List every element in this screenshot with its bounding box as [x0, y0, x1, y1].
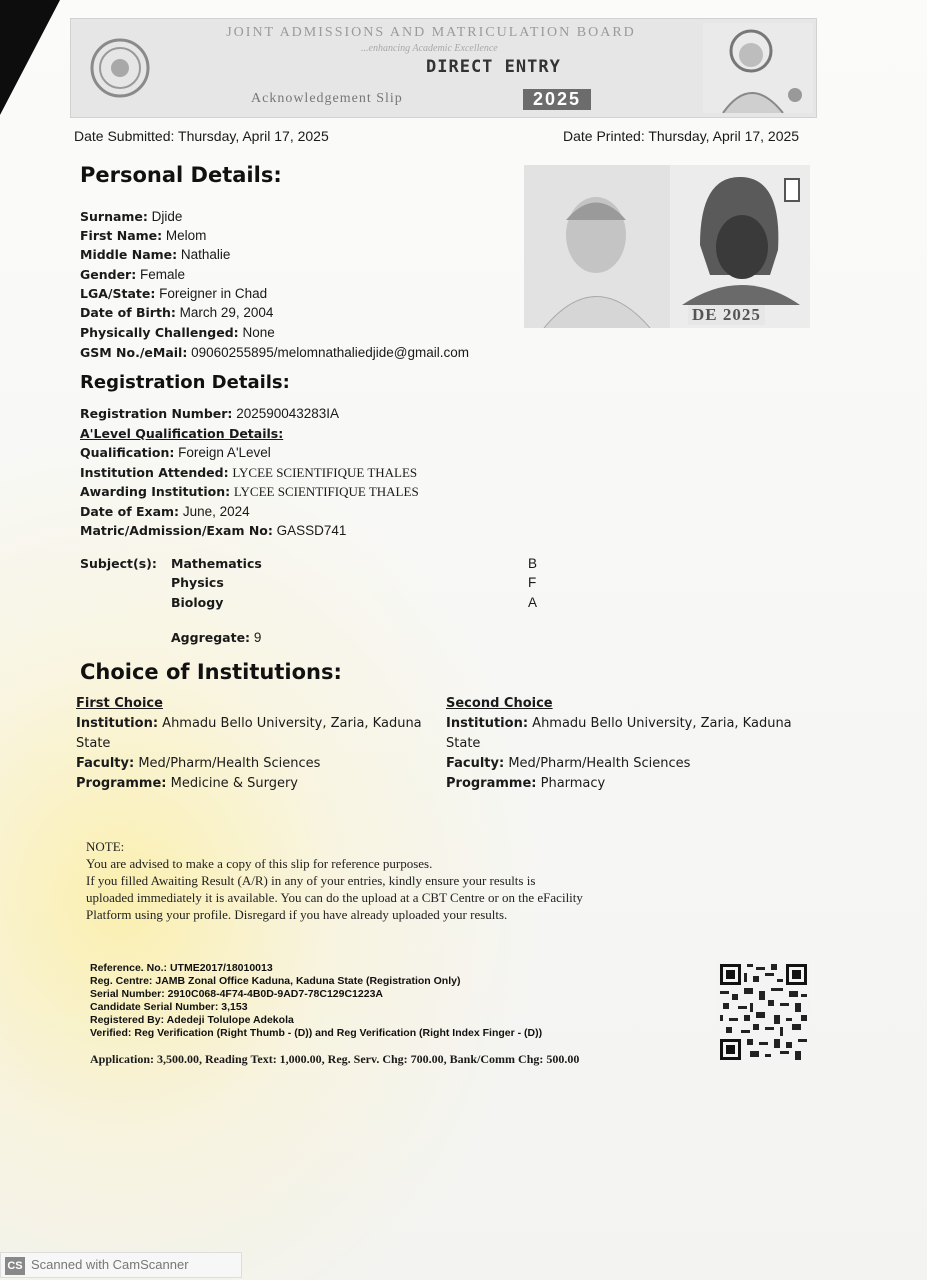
second-choice-heading: Second Choice	[446, 696, 553, 711]
aggregate-label: Aggregate:	[171, 630, 251, 645]
field-value: Foreign A'Level	[178, 445, 271, 460]
field-label: First Name:	[80, 228, 163, 243]
personal-details-heading: Personal Details:	[80, 163, 282, 187]
subject-name: Physics	[171, 575, 224, 590]
faculty-value: Med/Pharm/Health Sciences	[508, 756, 691, 771]
ref-label: Verified:	[90, 1027, 132, 1039]
field-value: June, 2024	[182, 504, 250, 519]
date-submitted: Date Submitted: Thursday, April 17, 2025	[74, 128, 329, 144]
field-registration-number	[80, 404, 339, 424]
camscanner-text: Scanned with CamScanner	[31, 1257, 189, 1272]
field-label: Physically Challenged:	[80, 325, 239, 340]
institution-value: Ahmadu Bello University, Zaria, Kaduna	[532, 716, 792, 731]
field-value: LYCEE SCIENTIFIQUE THALES	[232, 465, 418, 480]
registered-by	[90, 1014, 542, 1027]
subject-name: Biology	[171, 595, 224, 610]
field-label: Date of Birth:	[80, 305, 176, 320]
header-banner	[70, 18, 817, 118]
institution-label: Institution:	[446, 716, 529, 731]
field-label: Institution Attended:	[80, 465, 229, 480]
field-label: Surname:	[80, 209, 148, 224]
subject-grade: F	[528, 575, 537, 590]
subjects-label	[80, 554, 157, 574]
faculty-label: Faculty:	[446, 756, 505, 771]
institution-label: Institution:	[76, 716, 159, 731]
field-value: 202590043283IA	[236, 406, 340, 421]
note-line: If you filled Awaiting Result (A/R) in any of your entries, kindly ensure your results is	[86, 873, 536, 888]
slip-subtitle: Acknowledgement Slip	[251, 91, 403, 106]
ref-value: JAMB Zonal Office Kaduna, Kaduna State (Registration Only)	[155, 975, 461, 987]
aggregate-value: 9	[253, 630, 262, 645]
second-choice-faculty	[446, 754, 816, 774]
slip-year: 2025	[523, 89, 591, 110]
jamb-seal-icon	[89, 37, 151, 99]
candidate-passport-photo	[670, 165, 810, 328]
qr-code-icon	[717, 961, 810, 1063]
board-tagline: ...enhancing Academic Excellence	[361, 43, 498, 54]
field-label: Matric/Admission/Exam No:	[80, 523, 273, 538]
note-line: You are advised to make a copy of this slip for reference purposes.	[86, 856, 433, 871]
subject-grade: B	[528, 556, 538, 571]
camscanner-footer	[0, 1252, 242, 1278]
candidate-capture-photo	[524, 165, 670, 328]
subjects-label-text: Subject(s):	[80, 556, 157, 571]
registration-details-heading: Registration Details:	[80, 372, 290, 393]
ref-label: Candidate Serial Number:	[90, 1001, 219, 1013]
field-value: March 29, 2004	[179, 305, 274, 320]
ref-label: Registered By:	[90, 1014, 165, 1026]
field-label: Awarding Institution:	[80, 484, 231, 499]
field-value: LYCEE SCIENTIFIQUE THALES	[233, 484, 419, 499]
ref-label: Reg. Centre:	[90, 975, 153, 987]
subject-grade: A	[528, 595, 538, 610]
note-heading: NOTE:	[86, 839, 125, 854]
field-exam-number	[80, 521, 346, 541]
institution-value: Ahmadu Bello University, Zaria, Kaduna	[162, 716, 422, 731]
photo-stamp: DE 2025	[688, 305, 765, 325]
first-choice-faculty	[76, 754, 436, 774]
faculty-value: Med/Pharm/Health Sciences	[138, 756, 321, 771]
serial-number	[90, 988, 542, 1001]
programme-label: Programme:	[76, 776, 167, 791]
choice-of-institutions-heading: Choice of Institutions:	[80, 660, 342, 684]
reference-number	[90, 962, 542, 975]
programme-label: Programme:	[446, 776, 537, 791]
field-label: GSM No./eMail:	[80, 345, 188, 360]
field-value: GASSD741	[276, 523, 347, 538]
field-middle-name	[80, 245, 230, 265]
mascot-illustration-icon	[703, 23, 813, 113]
field-first-name	[80, 226, 206, 246]
subject-row	[171, 554, 262, 574]
ref-value: Reg Verification (Right Thumb - (D)) and Reg Verification (Right Index Finger - (D))	[134, 1027, 543, 1039]
field-value: None	[242, 325, 275, 340]
field-awarding-institution	[80, 482, 419, 502]
field-gender	[80, 265, 185, 285]
faculty-label: Faculty:	[76, 756, 135, 771]
field-value: Djide	[151, 209, 183, 224]
first-choice-programme	[76, 774, 436, 794]
institution-value-cont: State	[446, 736, 481, 751]
subject-row	[171, 593, 223, 613]
field-institution-attended	[80, 463, 417, 483]
second-choice-block	[446, 694, 816, 794]
field-label: Gender:	[80, 267, 137, 282]
board-name: JOINT ADMISSIONS AND MATRICULATION BOARD	[226, 25, 636, 40]
candidate-serial-number	[90, 1001, 542, 1014]
first-choice-institution	[76, 714, 436, 734]
ref-value: 3,153	[221, 1001, 248, 1013]
field-value: Female	[140, 267, 186, 282]
second-choice-institution	[446, 714, 816, 734]
field-value: 09060255895/melomnathaliedjide@gmail.com	[191, 345, 469, 360]
field-surname	[80, 207, 182, 227]
note-block	[86, 838, 726, 923]
verified	[90, 1027, 542, 1040]
scan-corner-shadow	[0, 0, 60, 115]
aggregate-row	[171, 628, 261, 648]
field-date-of-exam	[80, 502, 250, 522]
reference-block	[90, 962, 542, 1040]
field-value: Foreigner in Chad	[159, 286, 268, 301]
ref-label: Reference. No.:	[90, 962, 168, 974]
alevel-heading-text: A'Level Qualification Details:	[80, 426, 284, 441]
ref-value: Adedeji Tolulope Adekola	[166, 1014, 294, 1026]
camscanner-logo-icon: CS	[5, 1257, 25, 1275]
slip-title: DIRECT ENTRY	[426, 57, 561, 77]
note-line: uploaded immediately it is available. You can do the upload at a CBT Centre or on the eFacility	[86, 890, 583, 905]
programme-value: Pharmacy	[540, 776, 606, 791]
ref-label: Serial Number:	[90, 988, 165, 1000]
field-label: Middle Name:	[80, 247, 178, 262]
note-line: Platform using your profile. Disregard if you have already uploaded your results.	[86, 907, 508, 922]
field-label: LGA/State:	[80, 286, 156, 301]
first-choice-block	[76, 694, 436, 794]
date-printed: Date Printed: Thursday, April 17, 2025	[563, 128, 800, 144]
first-choice-heading: First Choice	[76, 696, 163, 711]
reg-centre	[90, 975, 542, 988]
alevel-heading	[80, 424, 283, 444]
field-physically-challenged	[80, 323, 275, 343]
field-label: Registration Number:	[80, 406, 233, 421]
field-value: Melom	[165, 228, 207, 243]
field-lga-state	[80, 284, 267, 304]
fees-line: Application: 3,500.00, Reading Text: 1,000.00, Reg. Serv. Chg: 700.00, Bank/Comm Chg: 500.00	[90, 1052, 580, 1066]
field-qualification	[80, 443, 271, 463]
subject-row	[171, 573, 224, 593]
ref-value: 2910C068-4F74-4B0D-9AD7-78C129C1223A	[167, 988, 383, 1000]
field-label: Date of Exam:	[80, 504, 180, 519]
field-label: Qualification:	[80, 445, 175, 460]
ref-value: UTME2017/18010013	[169, 962, 273, 974]
second-choice-programme	[446, 774, 816, 794]
institution-value-cont: State	[76, 736, 111, 751]
field-gsm-email	[80, 343, 469, 363]
programme-value: Medicine & Surgery	[170, 776, 298, 791]
field-value: Nathalie	[180, 247, 231, 262]
field-date-of-birth	[80, 303, 273, 323]
subject-name: Mathematics	[171, 556, 262, 571]
